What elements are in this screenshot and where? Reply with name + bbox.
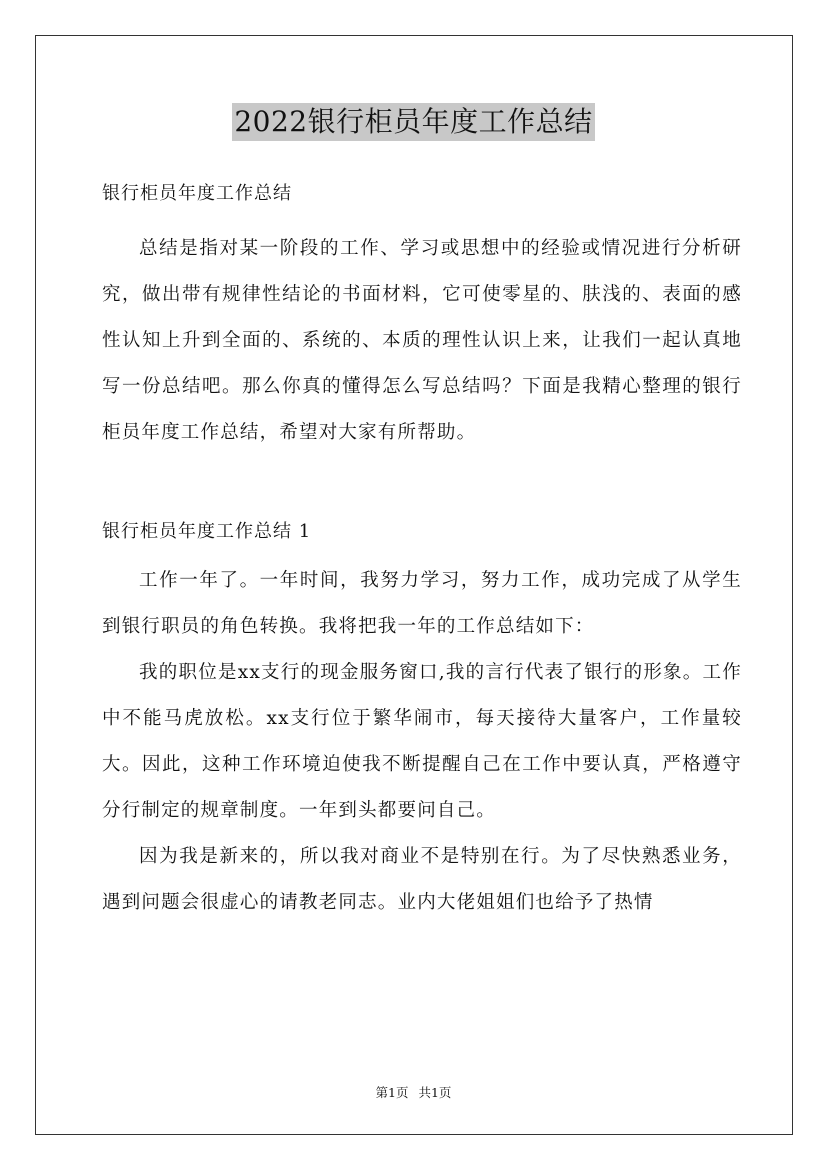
section1-paragraph: 工作一年了。一年时间，我努力学习，努力工作，成功完成了从学生到银行职员的角色转换。我将把我一年的工作总结如下： <box>102 570 742 637</box>
section1-heading: 银行柜员年度工作总结 1 <box>102 521 312 542</box>
intro-heading: 银行柜员年度工作总结 <box>102 183 292 204</box>
section1-paragraph: 因为我是新来的，所以我对商业不是特别在行。为了尽快熟悉业务，遇到问题会很虚心的请教老同志。业内大佬姐姐们也给予了热情 <box>102 846 742 913</box>
page-footer <box>0 1083 827 1101</box>
intro-paragraph: 总结是指对某一阶段的工作、学习或思想中的经验或情况进行分析研究，做出带有规律性结论的书面材料，它可使零星的、肤浅的、表面的感性认知上升到全面的、系统的、本质的理性认识上来，让我们一起认真地写一份总结吧。那么你真的懂得怎么写总结吗？下面是我精心整理的银行柜员年度工作总结，希望对大家有所帮助。 <box>102 238 742 443</box>
document-title: 2022银行柜员年度工作总结 <box>232 103 594 141</box>
document-body <box>102 174 742 926</box>
section1-paragraph: 我的职位是xx支行的现金服务窗口,我的言行代表了银行的形象。工作中不能马虎放松。xx支行位于繁华闹市，每天接待大量客户，工作量较大。因此，这种工作环境迫使我不断提醒自己在工作中要认真，严格遵守分行制定的规章制度。一年到头都要问自己。 <box>102 662 742 821</box>
page-total: 共1页 <box>418 1085 452 1100</box>
title-container <box>0 103 827 141</box>
page-number: 第1页 <box>375 1085 409 1100</box>
